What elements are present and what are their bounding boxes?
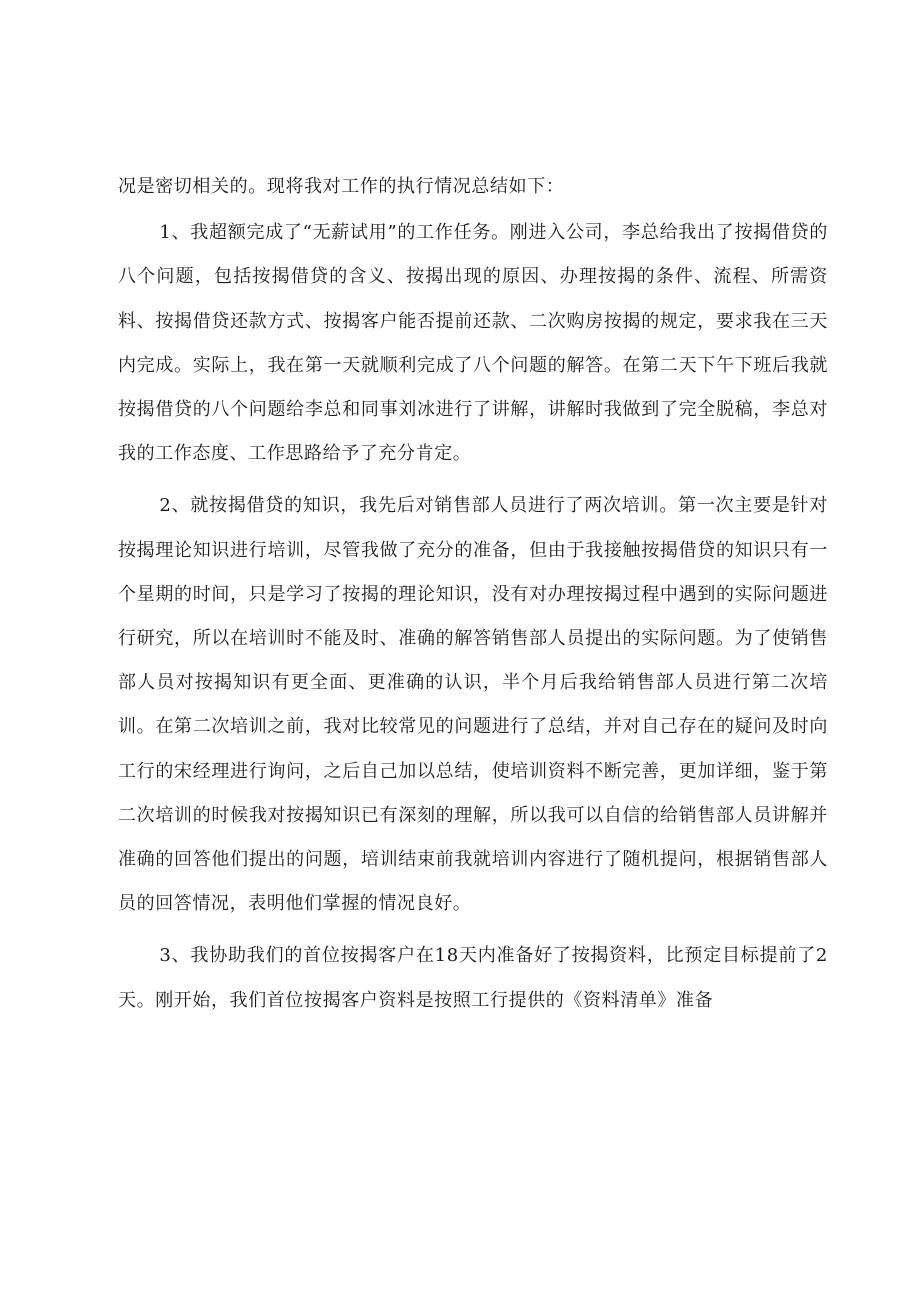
paragraph-continuation: 况是密切相关的。现将我对工作的执行情况总结如下：	[118, 176, 565, 197]
paragraph-item-1: 1、我超额完成了“无薪试用”的工作任务。刚进入公司，李总给我出了按揭借贷的八个问题，包括按揭借贷的含义、按揭出现的原因、办理按揭的条件、流程、所需资料、按揭借贷还款方式、按揭客户能否提前还款、二次购房按揭的规定，要求我在三天内完成。实际上，我在第一天就顺利完成了八个问题的解答。在第二天下午下班后我就按揭借贷的八个问题给李总和同事刘冰进行了讲解，讲解时我做到了完全脱稿，李总对我的工作态度、工作思路给予了充分肯定。	[118, 222, 828, 465]
paragraph-item-3: 3、我协助我们的首位按揭客户在18天内准备好了按揭资料，比预定目标提前了2天。刚开始，我们首位按揭客户资料是按照工行提供的《资料清单》准备	[118, 945, 828, 1011]
paragraph-item-2: 2、就按揭借贷的知识，我先后对销售部人员进行了两次培训。第一次主要是针对按揭理论知识进行培训，尽管我做了充分的准备，但由于我接触按揭借贷的知识只有一个星期的时间，只是学习了按揭的理论知识，没有对办理按揭过程中遇到的实际问题进行研究，所以在培训时不能及时、准确的解答销售部人员提出的实际问题。为了使销售部人员对按揭知识有更全面、更准确的认识，半个月后我给销售部人员进行第二次培训。在第二次培训之前，我对比较常见的问题进行了总结，并对自己存在的疑问及时向工行的宋经理进行询问，之后自己加以总结，使培训资料不断完善，更加详细，鉴于第二次培训的时候我对按揭知识已有深刻的理解，所以我可以自信的给销售部人员讲解并准确的回答他们提出的问题，培训结束前我就培训内容进行了随机提问，根据销售部人员的回答情况，表明他们掌握的情况良好。	[118, 495, 828, 915]
document-body	[118, 165, 828, 1031]
